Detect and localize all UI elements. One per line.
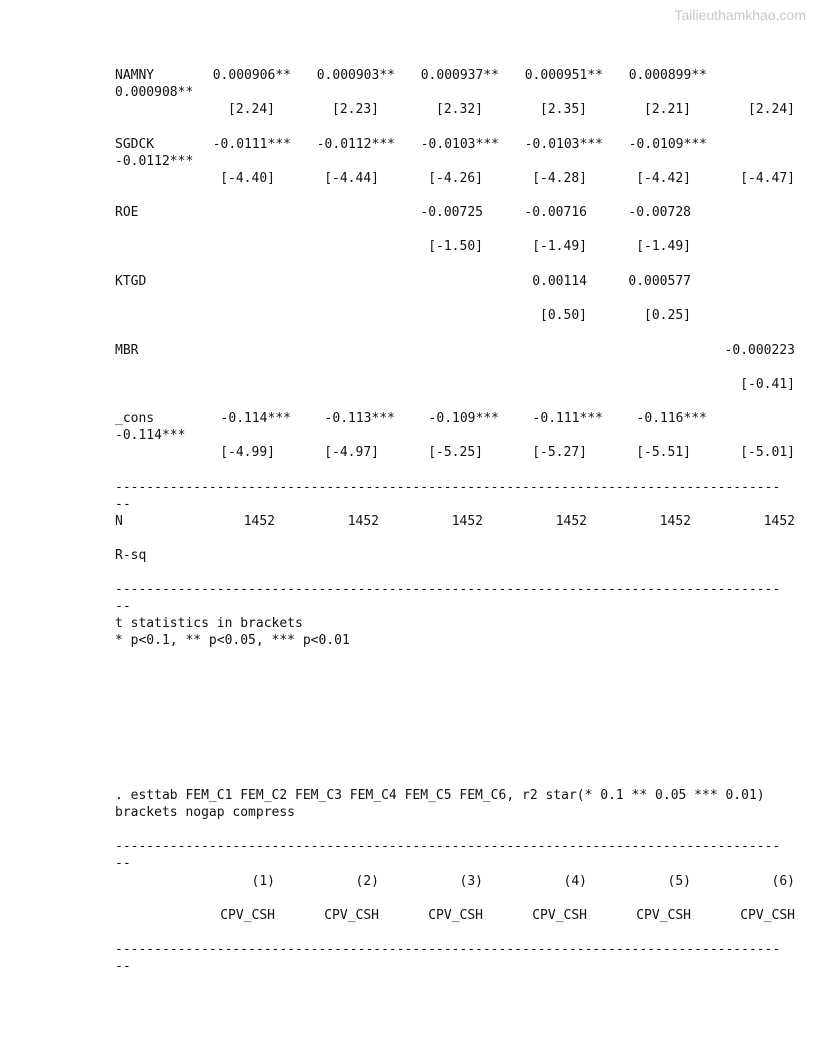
tstat-cell: [2.35] xyxy=(540,102,587,117)
note-tstats: t statistics in brackets xyxy=(115,616,303,631)
coef-cell: -0.0111*** xyxy=(212,137,291,152)
coef-cell: 0.000899** xyxy=(628,68,707,83)
tstat-cell: [-1.49] xyxy=(636,239,691,254)
col-number: (4) xyxy=(563,874,587,889)
tstat-cell: [-5.01] xyxy=(740,445,795,460)
table-rule-wrap: -- xyxy=(115,599,131,614)
table-rule: ------------------------------------------------------------------------------------- xyxy=(115,582,781,597)
row-label: MBR xyxy=(115,343,139,358)
tstat-cell: [-4.47] xyxy=(740,171,795,186)
tstat-cell: [0.25] xyxy=(644,308,691,323)
coef-cell: 0.00114 xyxy=(532,274,587,289)
tstat-cell: [-4.97] xyxy=(324,445,379,460)
n-cell: 1452 xyxy=(659,514,691,529)
coef-wrap: 0.000908** xyxy=(115,85,194,100)
n-cell: 1452 xyxy=(763,514,795,529)
coef-cell: -0.00716 xyxy=(524,205,587,220)
coef-cell: -0.0103*** xyxy=(420,137,499,152)
note-pvalues: * p<0.1, ** p<0.05, *** p<0.01 xyxy=(115,633,350,648)
tstat-cell: [-4.26] xyxy=(428,171,483,186)
command-line: . esttab FEM_C1 FEM_C2 FEM_C3 FEM_C4 FEM_C5 FEM_C6, r2 star(* 0.1 ** 0.05 *** 0.01) xyxy=(115,788,765,803)
table-rule: ------------------------------------------------------------------------------------- xyxy=(115,942,781,957)
tstat-cell: [-5.51] xyxy=(636,445,691,460)
row-label: ROE xyxy=(115,205,139,220)
coef-cell: 0.000937** xyxy=(420,68,499,83)
tstat-cell: [-5.27] xyxy=(532,445,587,460)
coef-cell: 0.000577 xyxy=(628,274,691,289)
col-name: CPV_CSH xyxy=(324,908,379,923)
tstat-cell: [-1.50] xyxy=(428,239,483,254)
row-label: NAMNY xyxy=(115,68,155,83)
col-name: CPV_CSH xyxy=(428,908,483,923)
coef-cell: -0.0109*** xyxy=(628,137,707,152)
coef-cell: -0.00728 xyxy=(628,205,691,220)
row-label: KTGD xyxy=(115,274,147,289)
col-number: (6) xyxy=(771,874,795,889)
coef-cell: -0.0112*** xyxy=(316,137,395,152)
tstat-cell: [2.24] xyxy=(748,102,795,117)
tstat-cell: [-5.25] xyxy=(428,445,483,460)
coef-wrap: -0.114*** xyxy=(115,428,186,443)
tstat-cell: [2.21] xyxy=(644,102,691,117)
command-line-cont: brackets nogap compress xyxy=(115,805,296,820)
tstat-cell: [-4.40] xyxy=(220,171,275,186)
tstat-cell: [-4.99] xyxy=(220,445,275,460)
table-rule: ------------------------------------------------------------------------------------- xyxy=(115,480,781,495)
col-name: CPV_CSH xyxy=(740,908,795,923)
coef-cell: 0.000906** xyxy=(212,68,291,83)
table-rule: ------------------------------------------------------------------------------------- xyxy=(115,839,781,854)
n-cell: 1452 xyxy=(451,514,483,529)
coef-cell: -0.0103*** xyxy=(524,137,603,152)
coef-cell: -0.113*** xyxy=(324,411,395,426)
tstat-cell: [-0.41] xyxy=(740,377,795,392)
n-cell: 1452 xyxy=(243,514,275,529)
col-name: CPV_CSH xyxy=(532,908,587,923)
n-cell: 1452 xyxy=(555,514,587,529)
n-cell: 1452 xyxy=(347,514,379,529)
tstat-cell: [2.24] xyxy=(228,102,275,117)
row-label: _cons xyxy=(115,411,155,426)
col-name: CPV_CSH xyxy=(220,908,275,923)
coef-cell: 0.000951** xyxy=(524,68,603,83)
col-number: (3) xyxy=(459,874,483,889)
tstat-cell: [2.32] xyxy=(436,102,483,117)
tstat-cell: [-1.49] xyxy=(532,239,587,254)
tstat-cell: [2.23] xyxy=(332,102,379,117)
rsq-label: R-sq xyxy=(115,548,147,563)
coef-cell: -0.114*** xyxy=(220,411,291,426)
col-number: (1) xyxy=(251,874,275,889)
tstat-cell: [-4.42] xyxy=(636,171,691,186)
coef-cell: -0.111*** xyxy=(532,411,603,426)
site-watermark: Tailieuthamkhao.com xyxy=(674,7,806,23)
coef-cell: -0.116*** xyxy=(636,411,707,426)
table-rule-wrap: -- xyxy=(115,856,131,871)
col-number: (2) xyxy=(355,874,379,889)
table-rule-wrap: -- xyxy=(115,959,131,974)
coef-cell: -0.000223 xyxy=(724,343,795,358)
n-label: N xyxy=(115,514,123,529)
table-rule-wrap: -- xyxy=(115,497,131,512)
coef-cell: 0.000903** xyxy=(316,68,395,83)
tstat-cell: [0.50] xyxy=(540,308,587,323)
row-label: SGDCK xyxy=(115,137,155,152)
tstat-cell: [-4.28] xyxy=(532,171,587,186)
coef-wrap: -0.0112*** xyxy=(115,154,194,169)
col-number: (5) xyxy=(667,874,691,889)
coef-cell: -0.00725 xyxy=(420,205,483,220)
coef-cell: -0.109*** xyxy=(428,411,499,426)
tstat-cell: [-4.44] xyxy=(324,171,379,186)
col-name: CPV_CSH xyxy=(636,908,691,923)
